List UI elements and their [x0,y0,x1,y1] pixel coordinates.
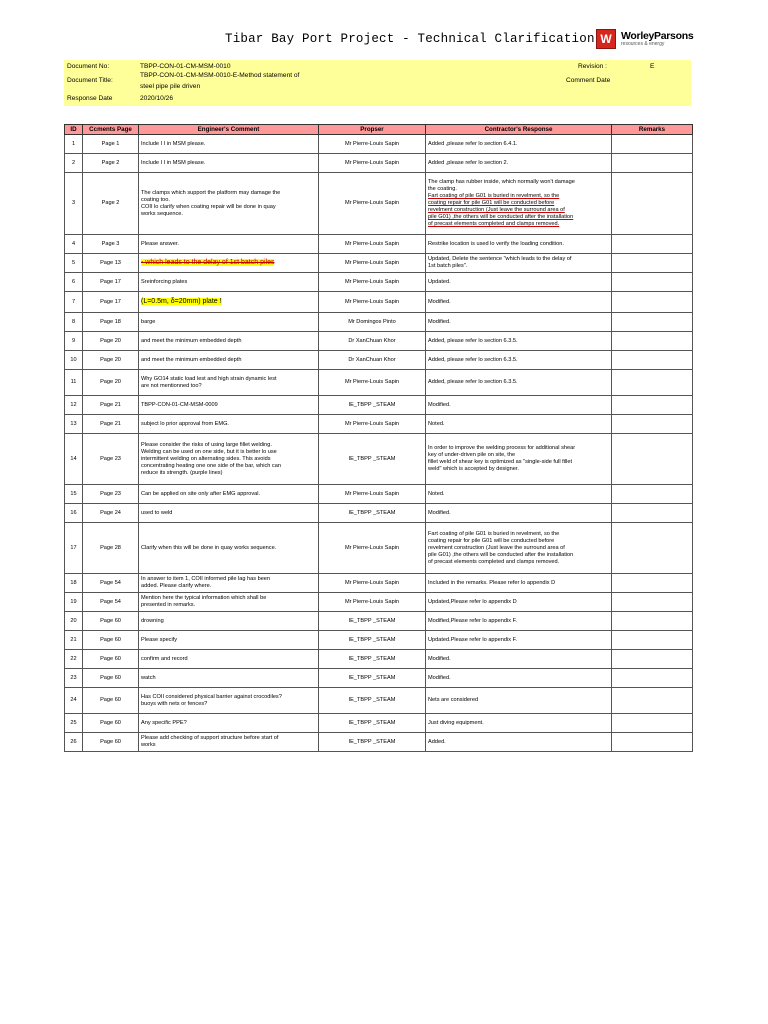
revision-label: Revision : [578,63,607,70]
row-id: 24 [65,688,83,714]
row-proposer: Mr Pierre-Louis Sapin [319,574,426,593]
table-row [65,504,693,523]
row-proposer: Mr Pierre-Louis Sapin [319,135,426,154]
row-remarks [612,733,693,752]
row-id: 1 [65,135,83,154]
header-page: Ccments Page [83,125,139,135]
response-text: Updated,Please refer lo appendix D [428,598,517,605]
comment-text: drowning [141,617,164,624]
row-id: 6 [65,273,83,292]
row-proposer: IE_TBPP _STEAM [319,612,426,631]
row-id: 18 [65,574,83,593]
comment-line: Welding can be used on one side, but it is better lo use [141,448,277,455]
row-remarks [612,574,693,593]
row-id: 26 [65,733,83,752]
row-page: Page 3 [83,235,139,254]
comment-line: reduce its strength. (purple lines) [141,469,223,476]
row-proposer: IE_TBPP _STEAM [319,650,426,669]
row-id: 20 [65,612,83,631]
response-text: Added, please refer lo section 6.3.5. [428,379,518,385]
comments-table [64,124,693,752]
row-remarks [612,504,693,523]
row-remarks [612,351,693,370]
row-contractor-response [426,235,612,254]
comment-text: barge [141,318,156,325]
comment-text: used to weld [141,509,173,516]
row-page: Page 54 [83,593,139,612]
row-proposer: Mr Pierre-Louis Sapin [319,370,426,396]
row-remarks [612,235,693,254]
row-engineer-comment [139,733,319,752]
row-contractor-response [426,523,612,574]
header-comment: Engineer's Comment [139,125,319,135]
row-engineer-comment [139,351,319,370]
row-id: 23 [65,669,83,688]
row-proposer: IE_TBPP _STEAM [319,434,426,485]
row-engineer-comment [139,135,319,154]
comment-line: buoys with nets or fences? [141,700,208,707]
comment-text: and meet the minimum embedded depth [141,356,242,363]
row-proposer: IE_TBPP _STEAM [319,396,426,415]
row-engineer-comment [139,485,319,504]
row-remarks [612,650,693,669]
row-engineer-comment [139,574,319,593]
response-text: Added ,please refer lo section 6.4.1. [428,140,518,147]
row-remarks [612,485,693,504]
response-line: fillet weld of shear key is optimized as "single-side full fillet [428,459,573,465]
row-remarks [612,631,693,650]
row-remarks [612,313,693,332]
comment-text: Please specify [141,636,178,643]
row-page: Page 60 [83,688,139,714]
row-remarks [612,135,693,154]
response-line: key of under-driven pile on site, the [428,452,516,458]
row-contractor-response [426,714,612,733]
document-no-label: Document No: [67,63,110,70]
row-page: Page 21 [83,396,139,415]
row-page: Page 23 [83,485,139,504]
row-page: Page 60 [83,631,139,650]
row-page: Page 60 [83,733,139,752]
row-contractor-response [426,574,612,593]
row-engineer-comment [139,370,319,396]
row-page: Page 24 [83,504,139,523]
row-id: 15 [65,485,83,504]
row-page: Page 20 [83,370,139,396]
comment-line: Has COII considered physical barrier against crocodiles? [141,693,282,700]
comment-text: Can be applied on site only after EMG approval. [141,490,261,497]
comment-line: Please consider the risks of using large fillet welding. [141,441,272,448]
row-contractor-response [426,631,612,650]
header-proposer: Propser [319,125,426,135]
response-line: In order to improve the welding process for additional shear [428,445,576,451]
row-page: Page 28 [83,523,139,574]
response-line: of precast elements completed and clamps removed. [428,558,560,565]
row-page: Page 18 [83,313,139,332]
table-row [65,332,693,351]
row-id: 25 [65,714,83,733]
header-response: Contractor's Response [426,125,612,135]
row-remarks [612,688,693,714]
response-text: Noted. [428,490,445,497]
row-page: Page 17 [83,292,139,313]
row-engineer-comment [139,714,319,733]
row-engineer-comment [139,504,319,523]
comment-line: Mention here the typical information which shall be [141,595,267,601]
row-proposer: Mr Pierre-Louis Sapin [319,235,426,254]
row-remarks [612,154,693,173]
row-remarks [612,714,693,733]
row-contractor-response [426,434,612,485]
table-row [65,396,693,415]
response-line: the coating. [428,186,457,192]
row-contractor-response [426,313,612,332]
row-contractor-response [426,254,612,273]
response-text: Added, please refer lo section 6.3.5. [428,356,518,363]
row-engineer-comment [139,235,319,254]
response-text: Just diving equipment. [428,719,484,726]
response-text: Noted. [428,420,445,427]
response-line: pile G01) ,the others will be conducted after the installation [428,214,574,220]
document-no-value: TBPP-CON-01-CM-MSM-0010 [140,63,231,70]
row-id: 16 [65,504,83,523]
row-contractor-response [426,650,612,669]
row-page: Page 60 [83,714,139,733]
comment-line: COII lo clarify when coating repair will be done in quay [141,203,276,210]
row-engineer-comment [139,669,319,688]
row-engineer-comment [139,332,319,351]
row-id: 3 [65,173,83,235]
row-proposer: IE_TBPP _STEAM [319,631,426,650]
response-line: Fart coating of pile G01 is buried in revelment, so the [428,193,560,199]
comment-text: subject lo prior approval from EMG. [141,420,229,427]
comment-text: Clarify when this will be done in quay works sequence. [141,544,277,551]
row-contractor-response [426,669,612,688]
row-contractor-response [426,370,612,396]
comment-line: Why GO14 static load lest and high strain dynamic lest [141,375,277,382]
page-title: Tibar Bay Port Project - Technical Clarification [225,32,595,46]
row-id: 9 [65,332,83,351]
header-remarks: Remarks [612,125,693,135]
row-remarks [612,254,693,273]
comment-line: concentrating heating one one side of the bar, which can [141,462,281,469]
row-proposer: Mr Pierre-Louis Sapin [319,292,426,313]
company-logo [596,29,693,49]
response-text: Updated.Please refer lo appendix F. [428,636,517,643]
comment-line: presented in remarks. [141,602,196,608]
comment-line: works [141,742,156,748]
row-remarks [612,669,693,688]
table-row [65,593,693,612]
row-engineer-comment [139,254,319,273]
row-id: 8 [65,313,83,332]
document-title-line-1: TBPP-CON-01-CM-MSM-0010-E-Method statement of [140,72,300,79]
comment-text: Sreinforcing plates [141,278,188,285]
table-row [65,313,693,332]
row-contractor-response [426,733,612,752]
document-title-line-2: steel pipe pile driven [140,83,201,90]
row-contractor-response [426,688,612,714]
response-line: pile G01) ,the others will be conducted after the installation [428,551,574,558]
row-contractor-response [426,154,612,173]
table-row [65,135,693,154]
comment-text: and meet the minimum embedded depth [141,337,242,344]
row-engineer-comment [139,173,319,235]
table-row [65,650,693,669]
response-text: Modified. [428,298,451,305]
table-row [65,173,693,235]
row-engineer-comment [139,396,319,415]
row-page: Page 60 [83,650,139,669]
row-contractor-response [426,292,612,313]
header-id: ID [65,125,83,135]
document-title-label: Document Title: [67,77,113,84]
row-remarks [612,292,693,313]
response-text: Added, please refer lo section 6.3.5. [428,337,518,344]
response-line: 1st batch piles". [428,263,468,269]
row-page: Page 54 [83,574,139,593]
table-row [65,631,693,650]
row-id: 19 [65,593,83,612]
row-contractor-response [426,485,612,504]
table-row [65,714,693,733]
response-line: Fart coating of pile G01 is buried in revelment, so the [428,530,560,537]
logo-mark-icon: W [596,29,616,49]
row-proposer: IE_TBPP _STEAM [319,733,426,752]
response-text: Updated. [428,278,451,285]
response-text: Modified,Please refer lo appendix F. [428,617,517,624]
row-remarks [612,332,693,351]
row-id: 10 [65,351,83,370]
response-date-value: 2020/10/26 [140,95,174,102]
row-proposer: Mr Pierre-Louis Sapin [319,254,426,273]
table-row [65,434,693,485]
row-engineer-comment [139,415,319,434]
response-text: Modified. [428,401,451,408]
row-proposer: Mr Pierre-Louis Sapin [319,273,426,292]
row-remarks [612,273,693,292]
row-contractor-response [426,173,612,235]
row-page: Page 20 [83,332,139,351]
highlighted-comment: (L=0.5m, δ=20mm) plate ! [141,298,222,305]
row-remarks [612,415,693,434]
table-row [65,612,693,631]
table-row [65,292,693,313]
row-remarks [612,370,693,396]
comment-line: added. Please clarify where. [141,583,212,589]
row-engineer-comment [139,273,319,292]
row-page: Page 13 [83,254,139,273]
response-line: coating repair for pile G01 will be conducted before [428,200,555,206]
comment-text: Include I I in MSM please. [141,159,206,166]
table-row [65,351,693,370]
response-text: Nets are considered [428,697,479,703]
response-text: Added. [428,738,446,745]
table-row [65,733,693,752]
row-contractor-response [426,351,612,370]
row-id: 17 [65,523,83,574]
row-proposer: Mr Domingos Pinto [319,313,426,332]
row-contractor-response [426,273,612,292]
response-line: Updated, Delete the sentence "which leads to the delay of [428,256,572,262]
comment-text: Any specific PPE? [141,719,187,726]
row-id: 21 [65,631,83,650]
response-line: weld" which is accepted by designer. [428,466,519,472]
comment-line: Please add checking of support structure before start of [141,735,279,741]
row-page: Page 23 [83,434,139,485]
row-engineer-comment [139,313,319,332]
row-id: 12 [65,396,83,415]
row-id: 4 [65,235,83,254]
row-id: 14 [65,434,83,485]
comment-text: Include I I in MSM please. [141,140,206,147]
row-proposer: Dr XanChuan Khor [319,351,426,370]
response-line: revelment construction (Just leave the surround area of [428,207,565,213]
highlighted-comment: - which leads to the delay of 1st batch piles [141,259,275,266]
row-proposer: Mr Pierre-Louis Sapin [319,173,426,235]
comment-line: coating too. [141,196,170,203]
comment-line: The clamps which support the platform may damage the [141,189,281,196]
row-remarks [612,593,693,612]
response-text: Modified. [428,509,451,516]
row-page: Page 60 [83,612,139,631]
response-text: Modified. [428,318,451,325]
response-line: of precast elements completed and clamps removed. [428,221,560,227]
table-row [65,669,693,688]
row-contractor-response [426,135,612,154]
row-remarks [612,612,693,631]
table-row [65,523,693,574]
row-contractor-response [426,612,612,631]
comment-line: are not mentionned too? [141,382,202,389]
row-page: Page 1 [83,135,139,154]
row-contractor-response [426,504,612,523]
table-row [65,154,693,173]
row-id: 5 [65,254,83,273]
row-page: Page 17 [83,273,139,292]
comment-date-label: Comment Date [566,77,611,84]
row-engineer-comment [139,631,319,650]
row-proposer: IE_TBPP _STEAM [319,688,426,714]
table-row [65,485,693,504]
row-proposer: Mr Pierre-Louis Sapin [319,485,426,504]
row-page: Page 2 [83,154,139,173]
row-proposer: IE_TBPP _STEAM [319,504,426,523]
response-text: Modified. [428,655,451,662]
row-id: 13 [65,415,83,434]
row-engineer-comment [139,593,319,612]
comment-text: Please answer. [141,240,179,247]
row-remarks [612,173,693,235]
table-row [65,254,693,273]
row-engineer-comment [139,688,319,714]
response-line: The clamp has rubber inside, which normally won't damage [428,179,575,185]
response-line: revelment construction (Just leave the surround area of [428,544,565,551]
row-remarks [612,523,693,574]
row-proposer: Mr Pierre-Louis Sapin [319,593,426,612]
table-row [65,574,693,593]
table-row [65,370,693,396]
row-id: 7 [65,292,83,313]
document-info-panel [64,60,691,106]
row-proposer: Mr Pierre-Louis Sapin [319,154,426,173]
logo-tagline: resources & energy [621,41,665,48]
row-proposer: IE_TBPP _STEAM [319,714,426,733]
comment-line: In answer to item 1, COII informed pile lag has been [141,576,271,582]
row-engineer-comment [139,523,319,574]
response-date-label: Response Date [67,95,113,102]
comment-text: confirm and record [141,655,188,662]
row-proposer: Mr Pierre-Louis Sapin [319,415,426,434]
comment-text: watch [141,674,156,681]
table-header-row [65,125,693,135]
table-row [65,235,693,254]
row-page: Page 20 [83,351,139,370]
row-proposer: IE_TBPP _STEAM [319,669,426,688]
row-contractor-response [426,415,612,434]
row-contractor-response [426,593,612,612]
row-id: 11 [65,370,83,396]
response-line: coating repair for pile G01 will be conducted before [428,537,555,544]
response-text: Restrike location is used lo verify the loading condition. [428,240,564,247]
table-body [65,135,693,752]
row-engineer-comment [139,612,319,631]
row-contractor-response [426,396,612,415]
revision-value: E [650,63,655,70]
row-contractor-response [426,332,612,351]
response-text: Modified. [428,674,451,681]
table-row [65,415,693,434]
response-text: Included in the remarks. Please refer lo appendix D [428,579,556,586]
table-row [65,273,693,292]
comment-text: TBPP-CON-01-CM-MSM-0009 [141,401,218,408]
comment-line: works sequence. [141,210,183,217]
row-page: Page 2 [83,173,139,235]
response-text: Added ,please refer lo section 2. [428,159,509,166]
row-page: Page 21 [83,415,139,434]
row-proposer: Mr Pierre-Louis Sapin [319,523,426,574]
row-engineer-comment [139,650,319,669]
row-id: 22 [65,650,83,669]
row-page: Page 60 [83,669,139,688]
row-remarks [612,396,693,415]
comment-line: intermittent welding on alternating sides. This avoids [141,455,271,462]
row-remarks [612,434,693,485]
logo-name: WorleyParsons [621,29,694,42]
table-row [65,688,693,714]
row-engineer-comment [139,292,319,313]
row-id: 2 [65,154,83,173]
row-engineer-comment [139,434,319,485]
row-proposer: Dr XanChuan Khor [319,332,426,351]
row-engineer-comment [139,154,319,173]
